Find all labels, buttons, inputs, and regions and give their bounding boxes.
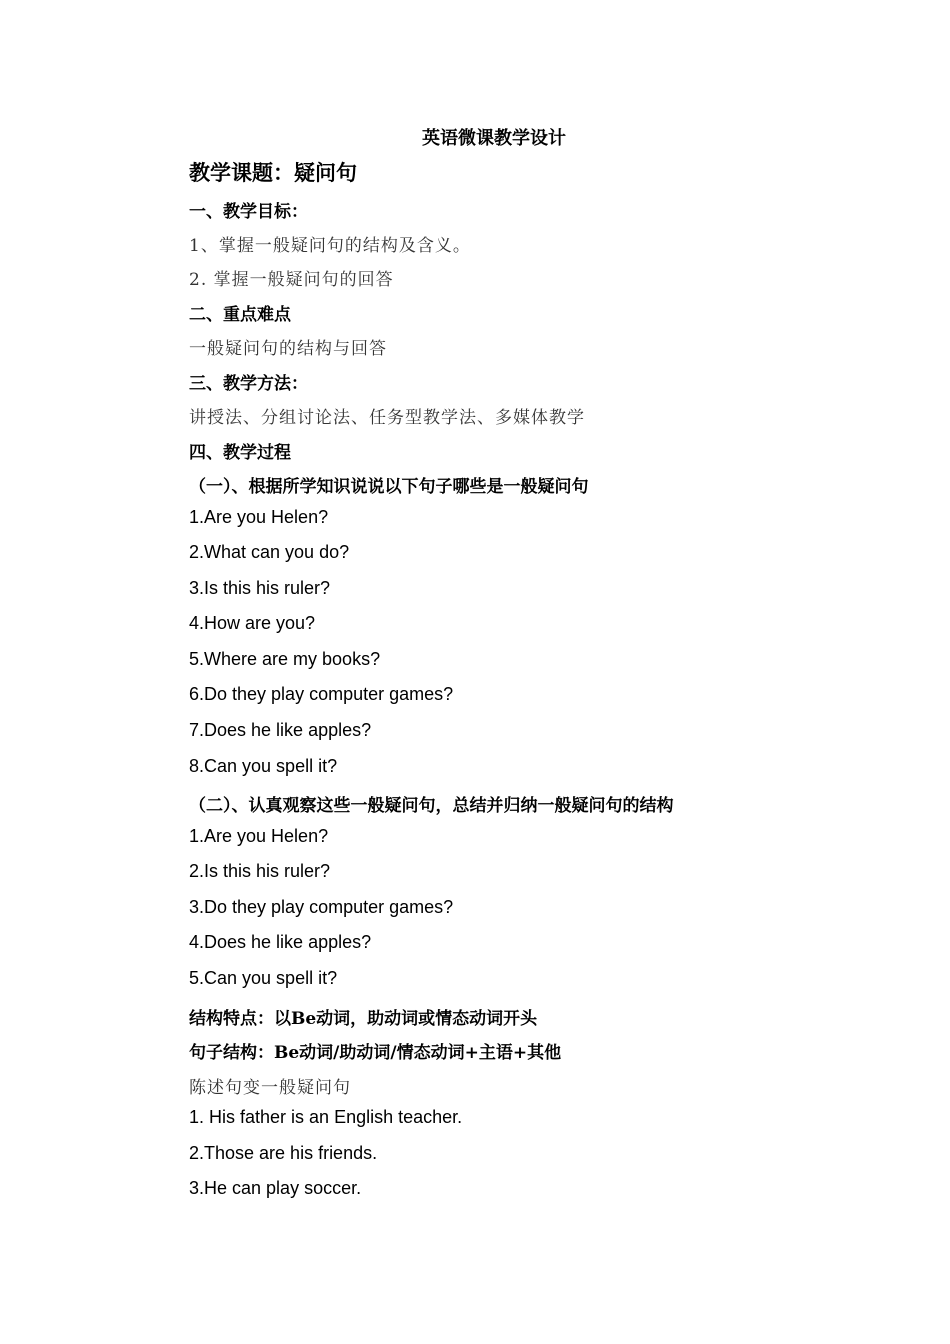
list-item: 4.How are you? xyxy=(189,613,316,633)
structure-feature: 结构特点：以Be动词，助动词或情态动词开头 xyxy=(189,1009,538,1029)
objective-item: 1、掌握一般疑问句的结构及含义。 xyxy=(189,236,471,256)
step-one-heading: （一）、根据所学知识说说以下句子哪些是一般疑问句 xyxy=(189,477,589,497)
document-title: 英语微课教学设计 xyxy=(422,128,566,149)
list-item: 7.Does he like apples? xyxy=(189,720,372,740)
list-item: 8.Can you spell it? xyxy=(189,756,338,776)
list-item: 3.Do they play computer games? xyxy=(189,897,454,917)
list-item: 2.What can you do? xyxy=(189,542,350,562)
section-heading-objectives: 一、教学目标： xyxy=(189,202,308,222)
transform-heading: 陈述句变一般疑问句 xyxy=(189,1078,351,1098)
list-item: 4.Does he like apples? xyxy=(189,932,372,952)
list-item: 3.Is this his ruler? xyxy=(189,578,331,598)
list-item: 2.Those are his friends. xyxy=(189,1143,378,1163)
list-item: 1.Are you Helen? xyxy=(189,507,329,527)
list-item: 2.Is this his ruler? xyxy=(189,861,331,881)
list-item: 1. His father is an English teacher. xyxy=(189,1107,463,1127)
section-heading-key-points: 二、重点难点 xyxy=(189,305,291,325)
key-point-text: 一般疑问句的结构与回答 xyxy=(189,339,387,359)
objective-item: 2. 掌握一般疑问句的回答 xyxy=(189,270,394,290)
list-item: 5.Where are my books? xyxy=(189,649,381,669)
list-item: 6.Do they play computer games? xyxy=(189,684,454,704)
list-item: 1.Are you Helen? xyxy=(189,826,329,846)
methods-text: 讲授法、分组讨论法、任务型教学法、多媒体教学 xyxy=(189,408,585,428)
section-heading-methods: 三、教学方法： xyxy=(189,374,308,394)
step-two-heading: （二）、认真观察这些一般疑问句，总结并归纳一般疑问句的结构 xyxy=(189,796,674,816)
sentence-structure: 句子结构：Be动词/助动词/情态动词+主语+其他 xyxy=(189,1043,562,1063)
list-item: 3.He can play soccer. xyxy=(189,1178,362,1198)
lesson-subject: 教学课题：疑问句 xyxy=(189,160,357,185)
list-item: 5.Can you spell it? xyxy=(189,968,338,988)
section-heading-process: 四、教学过程 xyxy=(189,443,291,463)
